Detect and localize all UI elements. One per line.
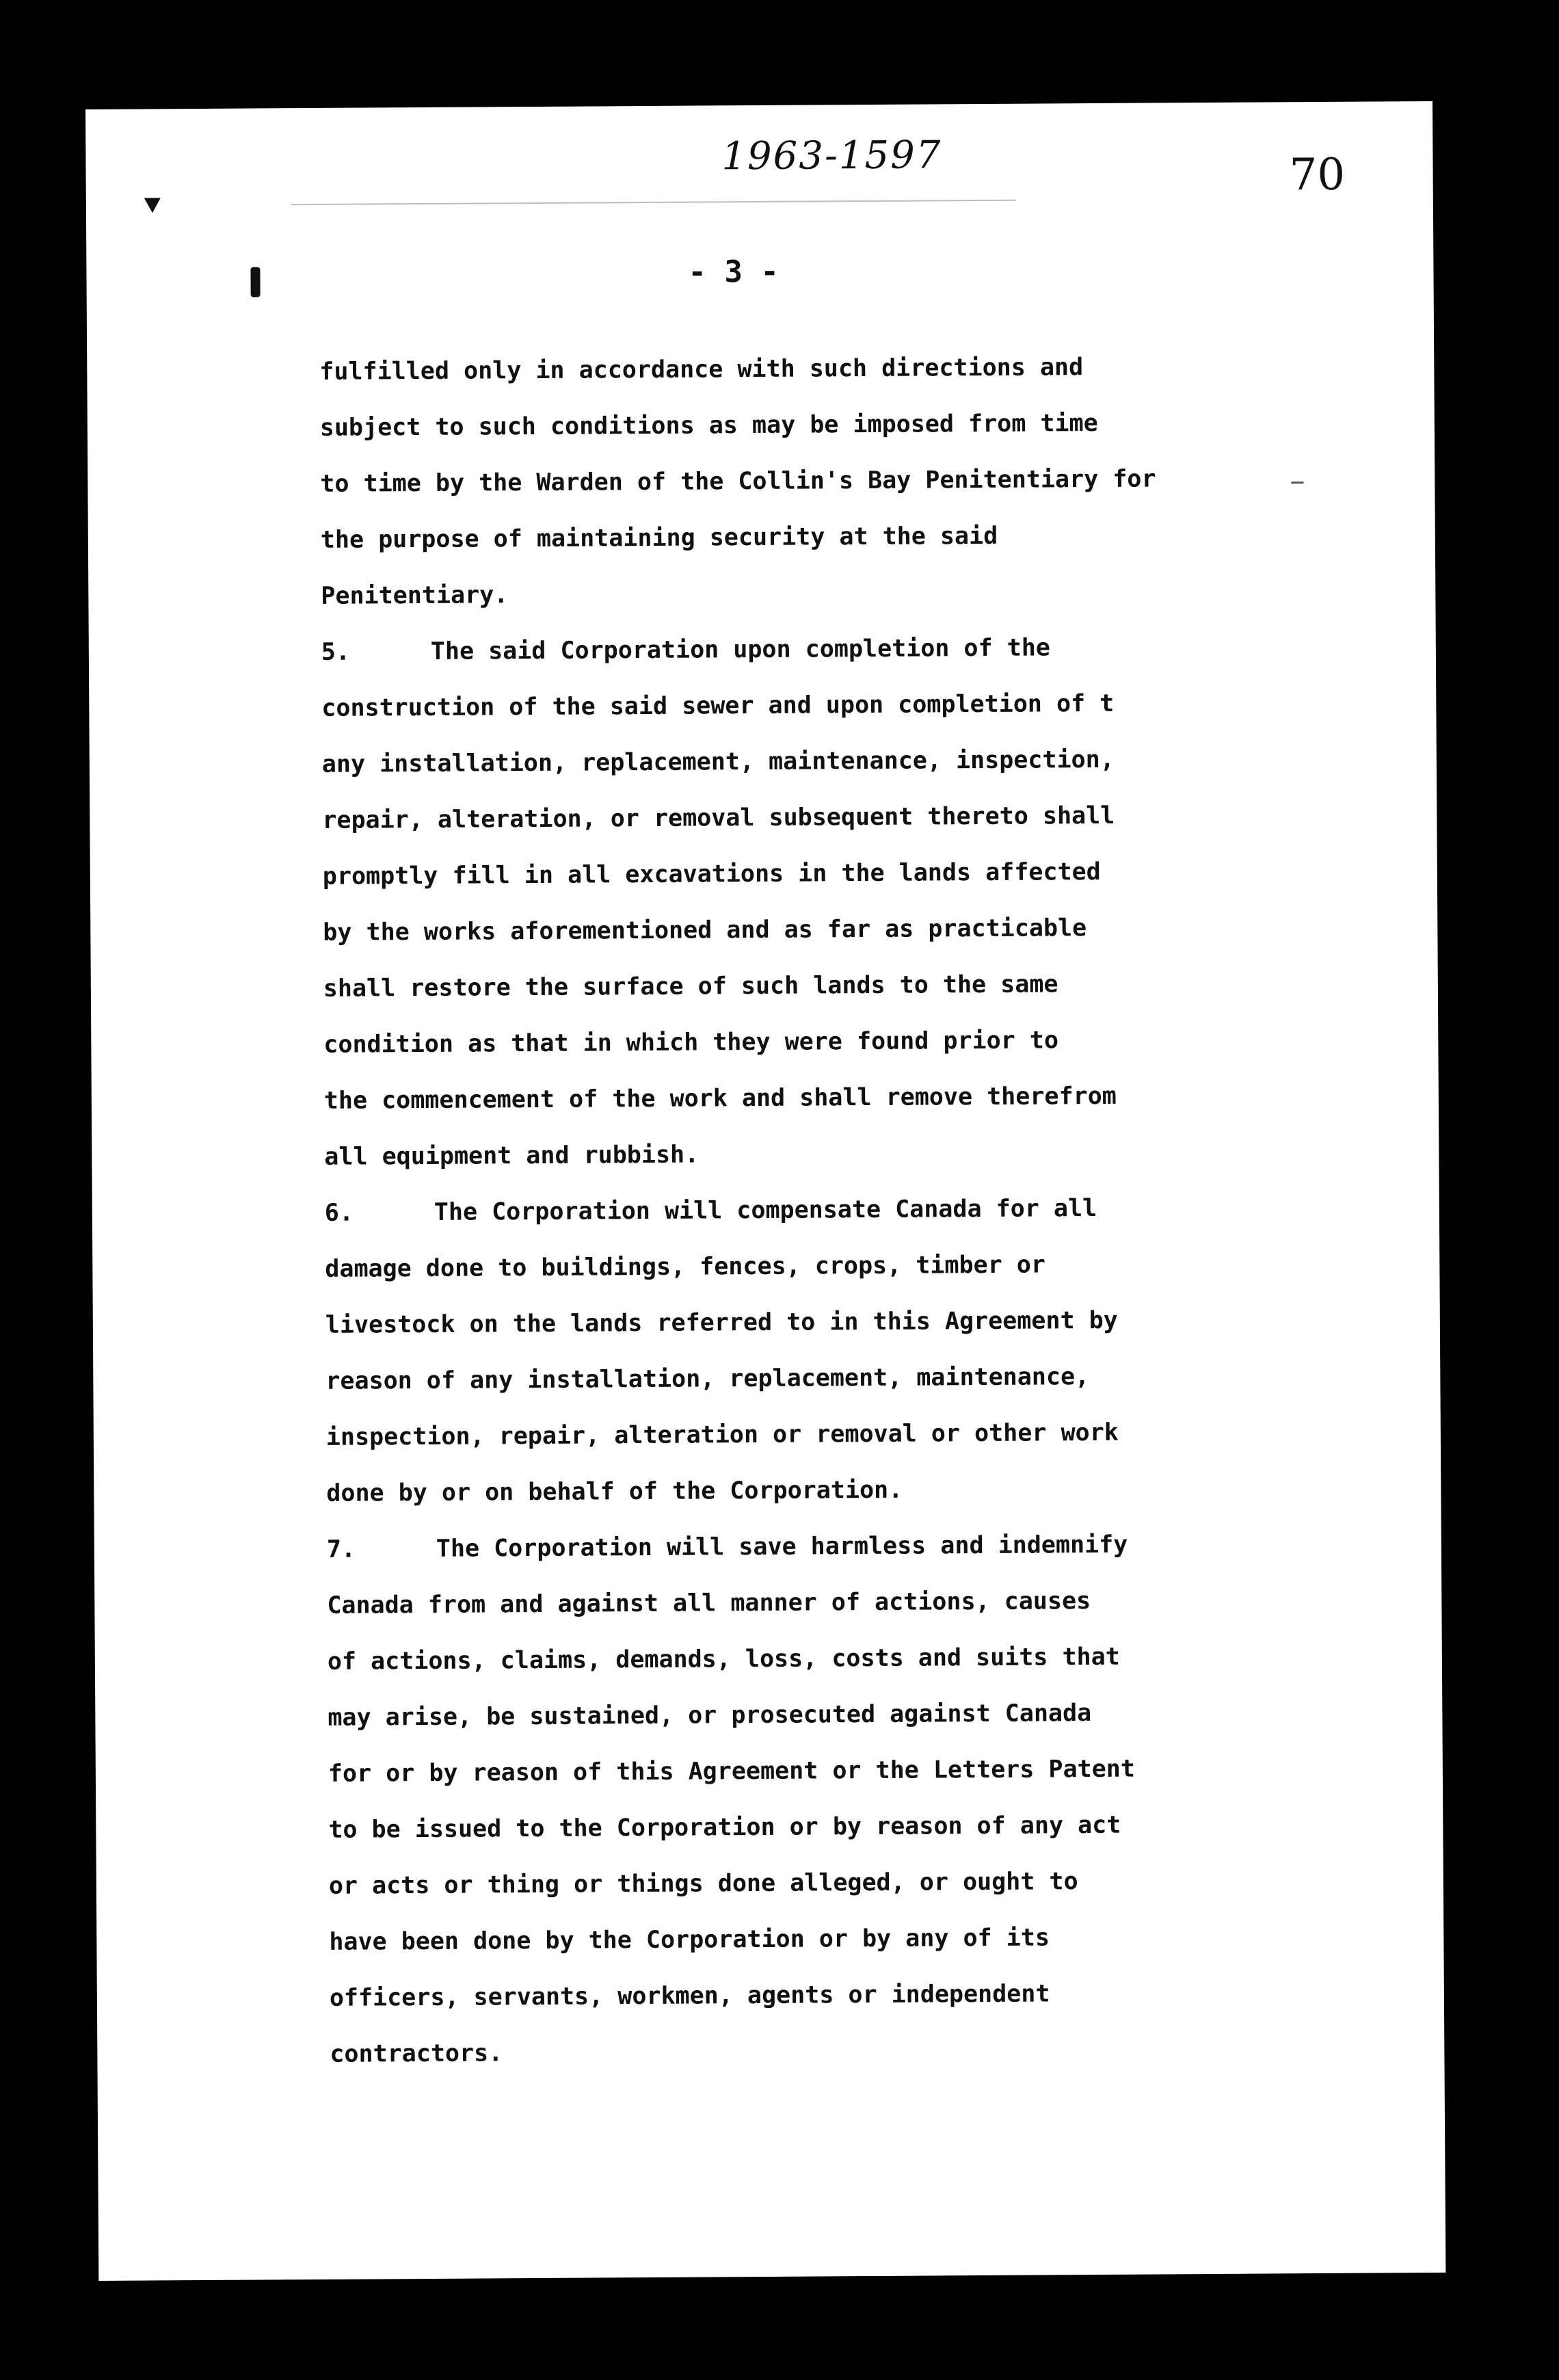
top-rule-line bbox=[291, 200, 1016, 205]
line-text: all equipment and rubbish. bbox=[324, 1141, 699, 1171]
text-line bbox=[325, 1347, 1269, 1409]
line-text: inspection, repair, alteration or removal or other work bbox=[325, 1418, 1119, 1451]
text-line bbox=[329, 1852, 1272, 1914]
line-text: to time by the Warden of the Collin's Bay Penitentiary for bbox=[320, 465, 1156, 498]
text-line bbox=[326, 1459, 1270, 1521]
line-text: repair, alteration, or removal subsequent thereto shall bbox=[322, 802, 1115, 834]
line-text: condition as that in which they were found prior to bbox=[323, 1027, 1059, 1059]
text-line bbox=[321, 674, 1265, 736]
text-line bbox=[328, 1684, 1271, 1745]
line-text: for or by reason of this Agreement or the Letters Patent bbox=[328, 1755, 1136, 1788]
text-line bbox=[319, 338, 1263, 399]
text-line bbox=[322, 786, 1266, 848]
text-line bbox=[321, 506, 1264, 568]
text-line bbox=[325, 1291, 1269, 1353]
line-text: promptly fill in all excavations in the lands affected bbox=[322, 858, 1101, 890]
line-text: or acts or thing or things done alleged, or ought to bbox=[328, 1868, 1078, 1900]
text-line bbox=[320, 394, 1264, 455]
line-text: subject to such conditions as may be imposed from time bbox=[319, 409, 1098, 442]
line-text: the commencement of the work and shall remove therefrom bbox=[323, 1082, 1117, 1115]
line-text: The Corporation will compensate Canada for all bbox=[434, 1194, 1097, 1226]
line-text: officers, servants, workmen, agents or independent bbox=[329, 1980, 1050, 2012]
paragraph-number: 5. bbox=[321, 638, 351, 666]
text-line bbox=[327, 1516, 1270, 1577]
text-line bbox=[328, 1628, 1271, 1689]
line-text: the purpose of maintaining security at the said bbox=[320, 522, 998, 554]
line-text: any installation, replacement, maintenance, inspection, bbox=[321, 745, 1115, 778]
line-text: may arise, be sustained, or prosecuted against Canada bbox=[328, 1700, 1092, 1732]
line-text: contractors. bbox=[330, 2039, 503, 2068]
text-line bbox=[323, 843, 1266, 904]
text-line bbox=[328, 1740, 1272, 1801]
text-line bbox=[323, 955, 1267, 1016]
line-text: fulfilled only in accordance with such directions and bbox=[319, 354, 1084, 386]
page-number: - 3 - bbox=[688, 254, 780, 290]
line-text: reason of any installation, replacement, maintenance, bbox=[325, 1363, 1090, 1395]
line-text: of actions, claims, demands, loss, costs and suits that bbox=[327, 1643, 1120, 1676]
binding-hole-mark bbox=[250, 267, 260, 297]
text-line bbox=[323, 899, 1266, 960]
line-text: by the works aforementioned and as far as practicable bbox=[323, 914, 1087, 947]
margin-dash-mark bbox=[1291, 481, 1303, 484]
text-line bbox=[323, 1011, 1267, 1072]
handwritten-file-reference: 1963-1597 bbox=[721, 133, 942, 179]
text-line bbox=[329, 1908, 1272, 1970]
line-text: The said Corporation upon completion of the bbox=[430, 634, 1051, 665]
line-text: have been done by the Corporation or by any of its bbox=[329, 1924, 1050, 1956]
line-text: Penitentiary. bbox=[321, 581, 509, 610]
text-line bbox=[325, 1235, 1268, 1297]
line-text: The Corporation will save harmless and indemnify bbox=[436, 1531, 1128, 1563]
margin-arrow-mark bbox=[144, 198, 161, 213]
text-line bbox=[324, 1067, 1268, 1128]
text-line bbox=[325, 1179, 1268, 1241]
line-text: Canada from and against all manner of actions, causes bbox=[327, 1587, 1091, 1619]
line-text: done by or on behalf of the Corporation. bbox=[326, 1476, 903, 1507]
text-line bbox=[330, 2020, 1273, 2082]
document-body bbox=[319, 338, 1274, 2082]
document-page bbox=[85, 101, 1445, 2281]
text-line bbox=[327, 1572, 1270, 1633]
text-line bbox=[321, 618, 1265, 680]
text-line bbox=[321, 562, 1264, 624]
text-line bbox=[326, 1403, 1270, 1465]
line-text: damage done to buildings, fences, crops, timber or bbox=[325, 1251, 1046, 1283]
paragraph-number: 6. bbox=[324, 1199, 354, 1227]
text-line bbox=[322, 730, 1266, 792]
text-line bbox=[320, 450, 1264, 512]
paragraph-number: 7. bbox=[326, 1535, 356, 1563]
line-text: construction of the said sewer and upon completion of t bbox=[321, 689, 1115, 722]
line-text: to be issued to the Corporation or by reason of any act bbox=[328, 1811, 1121, 1844]
line-text: shall restore the surface of such lands to the same bbox=[323, 970, 1058, 1003]
text-line bbox=[324, 1123, 1268, 1185]
text-line bbox=[330, 1964, 1273, 2026]
folio-stamp-number: 70 bbox=[1289, 149, 1346, 201]
text-line bbox=[328, 1796, 1272, 1857]
line-text: livestock on the lands referred to in this Agreement by bbox=[325, 1306, 1118, 1339]
